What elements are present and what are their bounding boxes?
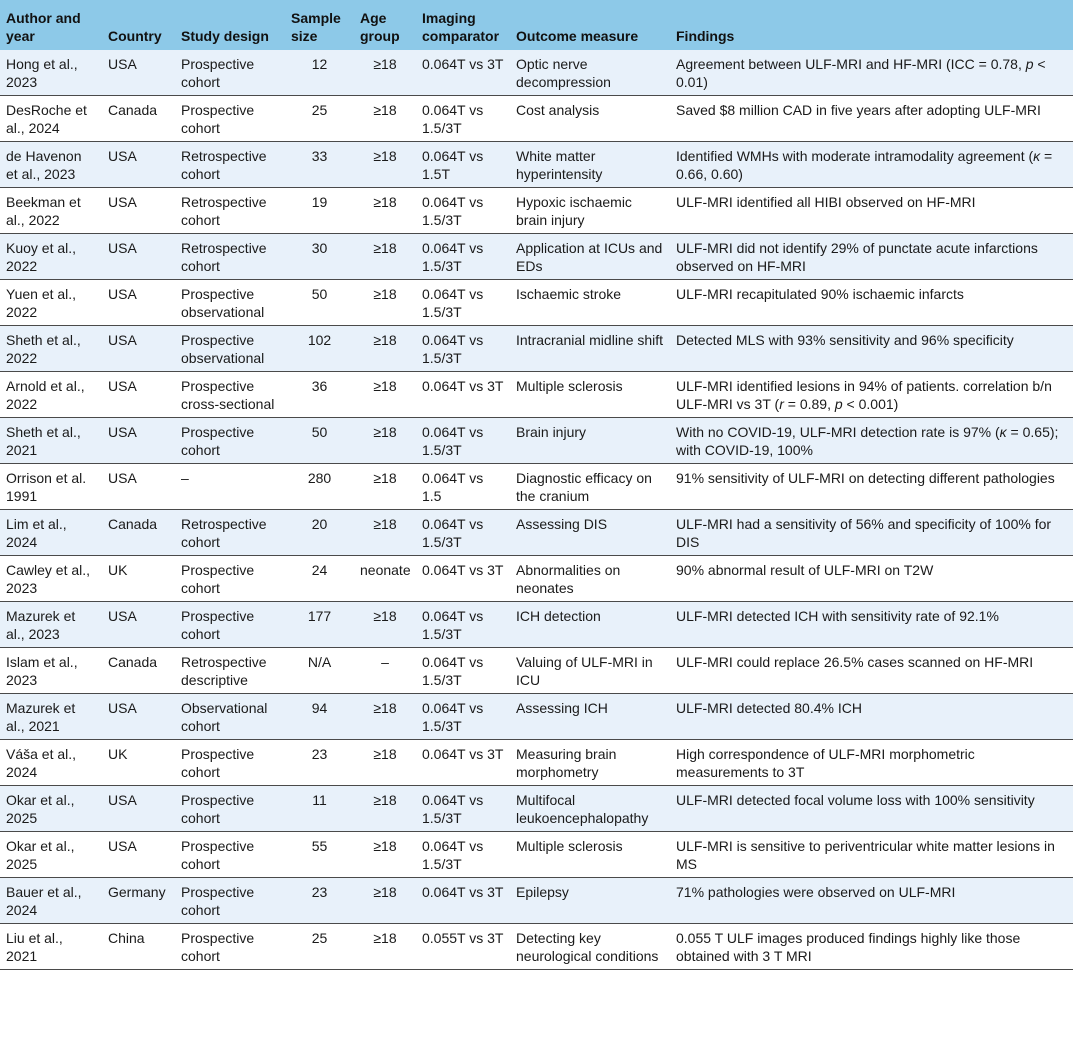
cell-imaging-comparator: 0.064T vs 1.5/3T: [422, 838, 484, 872]
cell-imaging-comparator: 0.064T vs 1.5/3T: [422, 700, 484, 734]
cell-study-design: Retrospective cohort: [181, 240, 267, 274]
cell-country: China: [108, 930, 145, 946]
cell-sample-size: 11: [312, 792, 327, 808]
cell-study-design: Observational cohort: [181, 700, 268, 734]
cell-outcome-measure: Assessing DIS: [516, 516, 608, 532]
cell-sample-size: 102: [307, 332, 332, 348]
cell-findings: ULF-MRI recapitulated 90% ischaemic infarcts: [676, 286, 964, 302]
table-row: [0, 648, 1073, 694]
cell-outcome-measure: Cost analysis: [516, 102, 600, 118]
cell-sample-size: 23: [311, 884, 328, 900]
cell-study-design: Retrospective cohort: [181, 516, 267, 550]
table-row: [0, 280, 1073, 326]
cell-age-group: ≥18: [373, 286, 397, 302]
table-row: [0, 510, 1073, 556]
cell-findings: ULF-MRI did not identify 29% of punctate acute infarctions observed on HF-MRI: [676, 240, 1038, 274]
cell-findings: ULF-MRI detected focal volume loss with 100% sensitivity: [676, 792, 1035, 808]
table-row: [0, 786, 1073, 832]
cell-author-year: Váša et al., 2024: [6, 746, 77, 780]
cell-imaging-comparator: 0.064T vs 1.5/3T: [422, 332, 484, 366]
cell-sample-size: 33: [311, 148, 328, 164]
cell-sample-size: 177: [307, 608, 332, 624]
table-row: [0, 832, 1073, 878]
cell-outcome-measure: Multiple sclerosis: [516, 838, 623, 854]
header-imaging-comparator: Imaging comparator: [422, 10, 500, 44]
cell-sample-size: 94: [311, 700, 328, 716]
cell-findings: 91% sensitivity of ULF-MRI on detecting different pathologies: [676, 470, 1055, 486]
cell-author-year: Mazurek et al., 2021: [6, 700, 76, 734]
cell-outcome-measure: Valuing of ULF-MRI in ICU: [516, 654, 653, 688]
table-row: [0, 740, 1073, 786]
cell-author-year: de Havenon et al., 2023: [6, 148, 82, 182]
cell-findings: ULF-MRI detected 80.4% ICH: [676, 700, 862, 716]
cell-imaging-comparator: 0.064T vs 1.5/3T: [422, 286, 484, 320]
cell-author-year: Okar et al., 2025: [6, 838, 75, 872]
cell-imaging-comparator: 0.064T vs 1.5/3T: [422, 194, 484, 228]
cell-imaging-comparator: 0.064T vs 3T: [422, 884, 504, 900]
cell-findings: 0.055 T ULF images produced findings highly like those obtained with 3 T MRI: [676, 930, 1021, 964]
cell-imaging-comparator: 0.064T vs 1.5/3T: [422, 516, 484, 550]
cell-author-year: Okar et al., 2025: [6, 792, 75, 826]
cell-study-design: Prospective cohort: [181, 838, 255, 872]
cell-outcome-measure: ICH detection: [516, 608, 601, 624]
cell-outcome-measure: Abnormalities on neonates: [516, 562, 621, 596]
cell-imaging-comparator: 0.064T vs 3T: [422, 746, 504, 762]
header-row: [0, 0, 1073, 50]
cell-imaging-comparator: 0.064T vs 3T: [422, 378, 504, 394]
cell-study-design: Prospective cohort: [181, 424, 255, 458]
cell-findings: High correspondence of ULF-MRI morphometric measurements to 3T: [676, 746, 975, 780]
cell-outcome-measure: Intracranial midline shift: [516, 332, 664, 348]
cell-age-group: ≥18: [373, 930, 397, 946]
cell-age-group: ≥18: [373, 470, 397, 486]
cell-age-group: ≥18: [373, 378, 397, 394]
cell-study-design: Retrospective descriptive: [181, 654, 267, 688]
cell-age-group: ≥18: [373, 148, 397, 164]
cell-age-group: ≥18: [373, 746, 397, 762]
cell-country: USA: [108, 148, 137, 164]
cell-age-group: ≥18: [373, 792, 397, 808]
table-row: [0, 878, 1073, 924]
cell-country: Germany: [108, 884, 166, 900]
cell-age-group: ≥18: [373, 884, 397, 900]
cell-author-year: Beekman et al., 2022: [6, 194, 81, 228]
cell-findings: 90% abnormal result of ULF-MRI on T2W: [676, 562, 934, 578]
cell-outcome-measure: Assessing ICH: [516, 700, 608, 716]
cell-imaging-comparator: 0.064T vs 1.5/3T: [422, 608, 484, 642]
cell-age-group: ≥18: [373, 700, 397, 716]
cell-country: Canada: [108, 516, 158, 532]
cell-outcome-measure: Multiple sclerosis: [516, 378, 623, 394]
table-row: [0, 602, 1073, 648]
cell-study-design: Prospective cohort: [181, 746, 255, 780]
cell-imaging-comparator: 0.064T vs 1.5/3T: [422, 424, 484, 458]
cell-sample-size: 50: [311, 286, 328, 302]
cell-sample-size: 25: [311, 930, 328, 946]
table-row: [0, 188, 1073, 234]
table-row: [0, 142, 1073, 188]
cell-author-year: Liu et al., 2021: [6, 930, 63, 964]
cell-age-group: ≥18: [373, 608, 397, 624]
cell-findings: 71% pathologies were observed on ULF-MRI: [676, 884, 956, 900]
cell-sample-size: 23: [311, 746, 328, 762]
cell-country: USA: [108, 608, 137, 624]
cell-age-group: ≥18: [373, 194, 397, 210]
cell-outcome-measure: Optic nerve decompression: [516, 56, 611, 90]
cell-findings: ULF-MRI had a sensitivity of 56% and specificity of 100% for DIS: [676, 516, 1052, 550]
cell-study-design: Prospective observational: [181, 286, 265, 320]
cell-study-design: Prospective cohort: [181, 102, 255, 136]
cell-country: USA: [108, 194, 137, 210]
cell-age-group: ≥18: [373, 516, 397, 532]
cell-sample-size: 36: [311, 378, 328, 394]
cell-imaging-comparator: 0.064T vs 1.5/3T: [422, 792, 484, 826]
cell-study-design: Prospective observational: [181, 332, 265, 366]
cell-imaging-comparator: 0.064T vs 3T: [422, 562, 504, 578]
cell-study-design: Prospective cohort: [181, 56, 255, 90]
cell-country: USA: [108, 470, 137, 486]
cell-sample-size: 280: [307, 470, 332, 486]
header-age-group: Age group: [360, 10, 400, 44]
cell-outcome-measure: White matter hyperintensity: [516, 148, 603, 182]
cell-age-group: ≥18: [373, 424, 397, 440]
cell-country: USA: [108, 838, 137, 854]
cell-study-design: Retrospective cohort: [181, 148, 267, 182]
cell-author-year: Bauer et al., 2024: [6, 884, 82, 918]
cell-outcome-measure: Measuring brain morphometry: [516, 746, 617, 780]
cell-outcome-measure: Hypoxic ischaemic brain injury: [516, 194, 632, 228]
cell-sample-size: 19: [311, 194, 328, 210]
cell-author-year: Kuoy et al., 2022: [6, 240, 77, 274]
cell-country: USA: [108, 56, 137, 72]
cell-imaging-comparator: 0.064T vs 1.5/3T: [422, 240, 484, 274]
cell-findings: With no COVID-19, ULF-MRI detection rate is 97% (κ = 0.65); with COVID-19, 100%: [676, 424, 1059, 458]
cell-author-year: Orrison et al. 1991: [6, 470, 87, 504]
cell-country: USA: [108, 240, 137, 256]
table-row: [0, 418, 1073, 464]
cell-age-group: ≥18: [373, 102, 397, 118]
cell-findings: ULF-MRI is sensitive to periventricular white matter lesions in MS: [676, 838, 1055, 872]
cell-country: UK: [108, 746, 128, 762]
cell-age-group: ≥18: [373, 56, 397, 72]
cell-outcome-measure: Detecting key neurological conditions: [516, 930, 659, 964]
cell-author-year: Sheth et al., 2021: [6, 424, 81, 458]
cell-findings: Detected MLS with 93% sensitivity and 96% specificity: [676, 332, 1014, 348]
cell-findings: Agreement between ULF-MRI and HF-MRI (ICC = 0.78, p < 0.01): [676, 56, 1046, 90]
header-author-year: Author and year: [6, 10, 81, 44]
cell-author-year: DesRoche et al., 2024: [6, 102, 87, 136]
cell-study-design: Prospective cohort: [181, 930, 255, 964]
cell-age-group: neonate: [360, 562, 411, 578]
cell-imaging-comparator: 0.064T vs 1.5: [422, 470, 484, 504]
cell-study-design: Prospective cohort: [181, 562, 255, 596]
cell-author-year: Arnold et al., 2022: [6, 378, 85, 412]
cell-sample-size: 24: [311, 562, 328, 578]
table-row: [0, 556, 1073, 602]
cell-imaging-comparator: 0.064T vs 1.5/3T: [422, 654, 484, 688]
cell-sample-size: 20: [311, 516, 328, 532]
table-row: [0, 372, 1073, 418]
cell-imaging-comparator: 0.064T vs 1.5/3T: [422, 102, 484, 136]
table-body: [0, 50, 1073, 970]
cell-age-group: –: [381, 654, 389, 670]
cell-outcome-measure: Epilepsy: [516, 884, 569, 900]
header-country: Country: [108, 28, 162, 44]
table-row: [0, 50, 1073, 96]
cell-outcome-measure: Ischaemic stroke: [516, 286, 622, 302]
cell-study-design: Prospective cohort: [181, 884, 255, 918]
cell-country: USA: [108, 700, 137, 716]
cell-country: USA: [108, 424, 137, 440]
cell-sample-size: N/A: [307, 654, 332, 670]
cell-findings: ULF-MRI could replace 26.5% cases scanned on HF-MRI: [676, 654, 1034, 670]
table-row: [0, 96, 1073, 142]
cell-author-year: Hong et al., 2023: [6, 56, 78, 90]
cell-imaging-comparator: 0.064T vs 1.5T: [422, 148, 484, 182]
cell-outcome-measure: Application at ICUs and EDs: [516, 240, 663, 274]
cell-country: USA: [108, 792, 137, 808]
cell-age-group: ≥18: [373, 240, 397, 256]
cell-study-design: Prospective cohort: [181, 792, 255, 826]
cell-author-year: Sheth et al., 2022: [6, 332, 81, 366]
header-study-design: Study design: [181, 28, 269, 44]
cell-findings: ULF-MRI detected ICH with sensitivity rate of 92.1%: [676, 608, 999, 624]
cell-country: Canada: [108, 654, 158, 670]
cell-age-group: ≥18: [373, 332, 397, 348]
cell-country: UK: [108, 562, 128, 578]
header-outcome-measure: Outcome measure: [516, 28, 639, 44]
cell-sample-size: 30: [311, 240, 328, 256]
cell-study-design: –: [181, 470, 189, 486]
cell-sample-size: 50: [311, 424, 328, 440]
cell-sample-size: 25: [311, 102, 328, 118]
cell-country: USA: [108, 378, 137, 394]
cell-findings: ULF-MRI identified lesions in 94% of patients. correlation b/n ULF-MRI vs 3T (r = 0.89, p < 0.001): [676, 378, 1052, 412]
cell-findings: ULF-MRI identified all HIBI observed on HF-MRI: [676, 194, 976, 210]
cell-sample-size: 12: [311, 56, 328, 72]
cell-sample-size: 55: [311, 838, 328, 854]
cell-outcome-measure: Diagnostic efficacy on the cranium: [516, 470, 652, 504]
cell-author-year: Cawley et al., 2023: [6, 562, 91, 596]
header-sample-size: Sample size: [291, 10, 341, 44]
table-row: [0, 694, 1073, 740]
cell-author-year: Islam et al., 2023: [6, 654, 78, 688]
header-findings: Findings: [676, 28, 735, 44]
cell-country: USA: [108, 286, 137, 302]
cell-outcome-measure: Brain injury: [516, 424, 587, 440]
table-row: [0, 924, 1073, 970]
cell-age-group: ≥18: [373, 838, 397, 854]
cell-country: Canada: [108, 102, 158, 118]
cell-outcome-measure: Multifocal leukoencephalopathy: [516, 792, 649, 826]
cell-author-year: Yuen et al., 2022: [6, 286, 77, 320]
table-row: [0, 326, 1073, 372]
cell-author-year: Lim et al., 2024: [6, 516, 67, 550]
cell-findings: Identified WMHs with moderate intramodality agreement (κ = 0.66, 0.60): [676, 148, 1053, 182]
cell-study-design: Prospective cross-sectional: [181, 378, 275, 412]
cell-imaging-comparator: 0.055T vs 3T: [422, 930, 504, 946]
cell-author-year: Mazurek et al., 2023: [6, 608, 76, 642]
table-row: [0, 234, 1073, 280]
cell-findings: Saved $8 million CAD in five years after adopting ULF-MRI: [676, 102, 1041, 118]
table-row: [0, 464, 1073, 510]
cell-country: USA: [108, 332, 137, 348]
cell-study-design: Retrospective cohort: [181, 194, 267, 228]
cell-study-design: Prospective cohort: [181, 608, 255, 642]
cell-imaging-comparator: 0.064T vs 3T: [422, 56, 504, 72]
